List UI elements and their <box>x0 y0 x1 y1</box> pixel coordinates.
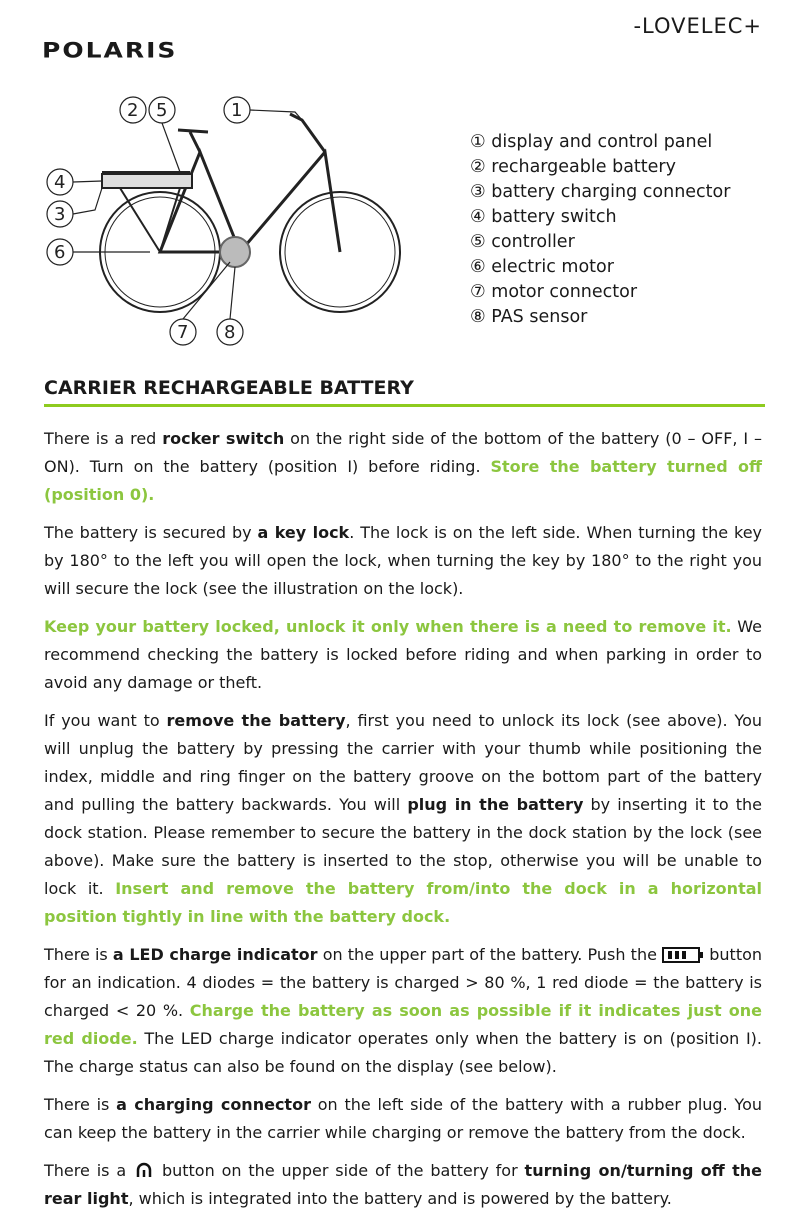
heading-underline <box>44 404 765 407</box>
battery-pack <box>102 174 192 188</box>
section-body <box>44 425 762 1223</box>
motor-hub <box>220 237 250 267</box>
callout-2: 2 <box>127 100 139 121</box>
brand-logo-polaris: POLARIS <box>42 38 178 63</box>
paragraph-key-lock: The battery is secured by a key lock. The lock is on the left side. When turning the key by 180° to the left you will open the lock, when turning the key by 180° to the right you will secure the lock (see the illustration on the lock). <box>44 523 763 598</box>
callout-8: 8 <box>224 322 236 343</box>
paragraph-keep-locked: Keep your battery locked, unlock it only when there is a need to remove it. We recommend checking the battery is locked before riding and when parking in order to avoid any damage or theft. <box>44 617 763 692</box>
bicycle-diagram <box>40 92 420 352</box>
callout-7: 7 <box>177 322 189 343</box>
callout-5: 5 <box>156 100 168 121</box>
callout-1: 1 <box>231 100 243 121</box>
parts-list-item: ④ battery switch <box>470 207 617 227</box>
rear-light-icon <box>133 1161 155 1179</box>
parts-list-item: ⑧ PAS sensor <box>470 307 588 327</box>
brand-logo-lovelec: -LOVELEC+ <box>633 14 762 38</box>
parts-list-item: ⑥ electric motor <box>470 257 614 277</box>
section-heading: CARRIER RECHARGEABLE BATTERY <box>44 377 414 399</box>
parts-list-item: ③ battery charging connector <box>470 182 731 202</box>
battery-level-icon <box>662 947 704 963</box>
parts-list <box>470 130 730 330</box>
paragraph-remove-battery: If you want to remove the battery, first you need to unlock its lock (see above). You will unplug the battery by pressing the carrier with your thumb while positioning the index, middle and ring finger on the battery groove on the bottom part of the battery and pulling the battery backwards. You will plug in the battery by inserting it to the dock station. Please remember to secure the battery in the dock station by the lock (see above). Make sure the battery is inserted to the stop, otherwise you will be unable to lock it. Insert and remove the battery from/into the dock in a horizontal position tightly in line with the battery dock. <box>44 711 763 926</box>
paragraph-charging-connector: There is a charging connector on the left side of the battery with a rubber plug. You can keep the battery in the carrier while charging or remove the battery from the dock. <box>44 1095 763 1142</box>
parts-list-item: ⑦ motor connector <box>470 282 638 302</box>
paragraph-rear-light: There is a button on the upper side of the battery for turning on/turning off the rear light, which is integrated into the battery and is powered by the battery. <box>44 1161 763 1208</box>
paragraph-led-indicator: There is a LED charge indicator on the upper part of the battery. Push the button for an indication. 4 diodes = the battery is charged > 80 %, 1 red diode = the battery is charged < 20 %. Charge the battery as soon as possible if it indicates just one red diode. The LED charge indicator operates only when the battery is on (position I). The charge status can also be found on the display (see below). <box>44 945 763 1076</box>
parts-list-item: ① display and control panel <box>470 132 713 152</box>
callout-6: 6 <box>54 242 66 263</box>
callout-3: 3 <box>54 204 66 225</box>
callout-4: 4 <box>54 172 66 193</box>
paragraph-rocker-switch: There is a red rocker switch on the right side of the bottom of the battery (0 – OFF, I – ON). Turn on the battery (position I) before riding. Store the battery turned off (position 0). <box>44 429 763 504</box>
parts-list-item: ② rechargeable battery <box>470 157 676 177</box>
parts-list-item: ⑤ controller <box>470 232 575 252</box>
